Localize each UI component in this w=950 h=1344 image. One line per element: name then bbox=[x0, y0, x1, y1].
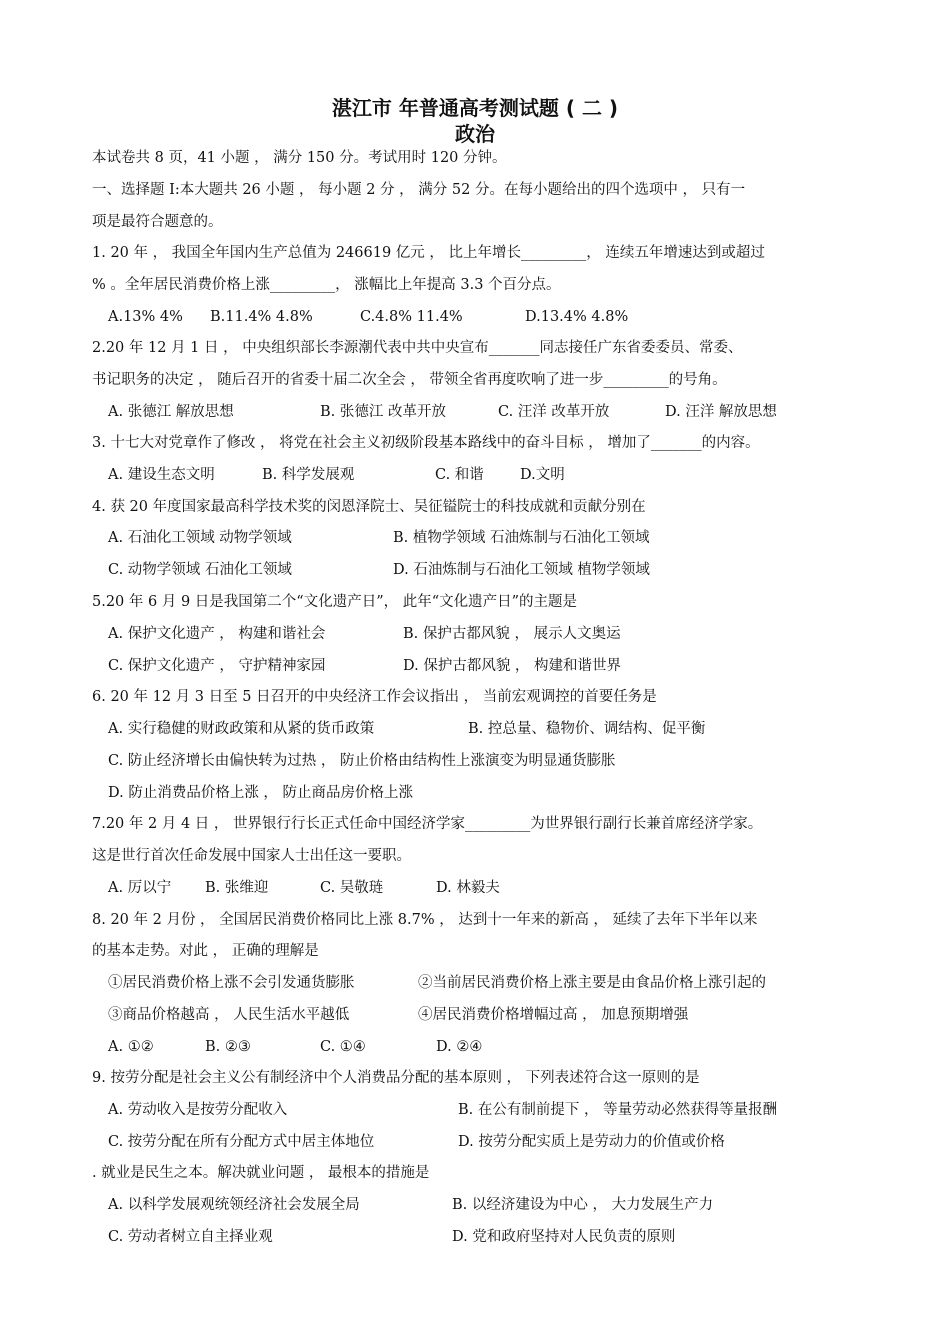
question-9-option-d: D. 按劳分配实质上是劳动力的价值或价格 bbox=[458, 1134, 725, 1150]
question-5-option-a: A. 保护文化遗产 ， 构建和谐社会 bbox=[108, 626, 326, 642]
question-7-option-c: C. 吴敬琏 bbox=[320, 880, 384, 896]
question-2-option-a: A. 张德江 解放思想 bbox=[108, 404, 234, 420]
question-4-option-b: B. 植物学领域 石油炼制与石油化工领域 bbox=[393, 530, 650, 546]
question-10-option-c: C. 劳动者树立自主择业观 bbox=[108, 1229, 273, 1245]
question-8-statement-1: ①居民消费价格上涨不会引发通货膨胀 bbox=[108, 975, 355, 991]
question-4-option-d: D. 石油炼制与石油化工领域 植物学领域 bbox=[393, 562, 650, 578]
section-instruction: 一、选择题 I:本大题共 26 小题 ， 每小题 2 分 ， 满分 52 分。在每小题给出的四个选项中 ， 只有一 bbox=[92, 182, 746, 198]
question-4-option-a: A. 石油化工领域 动物学领域 bbox=[108, 530, 292, 546]
question-6-option-d: D. 防止消费品价格上涨 ， 防止商品房价格上涨 bbox=[108, 785, 414, 801]
question-2-option-b: B. 张德江 改革开放 bbox=[320, 404, 446, 420]
section-instruction-cont: 项是最符合题意的。 bbox=[92, 214, 223, 230]
question-6-text: 6. 20 年 12 月 3 日至 5 日召开的中央经济工作会议指出 ， 当前宏观调控的首要任务是 bbox=[92, 689, 657, 705]
question-8-option-a: A. ①② bbox=[108, 1039, 154, 1055]
question-8-option-b: B. ②③ bbox=[205, 1039, 251, 1055]
exam-intro: 本试卷共 8 页，41 小题 ， 满分 150 分。考试用时 120 分钟。 bbox=[92, 150, 507, 166]
question-5-option-b: B. 保护古都风貌 ， 展示人文奥运 bbox=[403, 626, 621, 642]
question-10-option-a: A. 以科学发展观统领经济社会发展全局 bbox=[108, 1197, 360, 1213]
question-2-text-cont: 书记职务的决定 ， 随后召开的省委十届二次全会 ， 带领全省再度吹响了进一步_________的号角。 bbox=[92, 372, 727, 388]
question-4-text: 4. 获 20 年度国家最高科学技术奖的闵恩泽院士、吴征镒院士的科技成就和贡献分别在 bbox=[92, 499, 646, 515]
question-1-option-a: A.13% 4% bbox=[108, 309, 183, 325]
question-8-text: 8. 20 年 2 月份 ， 全国居民消费价格同比上涨 8.7% ， 达到十一年来的新高 ， 延续了去年下半年以来 bbox=[92, 912, 758, 928]
question-7-option-b: B. 张维迎 bbox=[205, 880, 269, 896]
question-10-text: . 就业是民生之本。解决就业问题 ， 最根本的措施是 bbox=[92, 1165, 430, 1181]
question-8-option-d: D. ②④ bbox=[436, 1039, 483, 1055]
question-1-option-c: C.4.8% 11.4% bbox=[360, 309, 463, 325]
question-3-option-a: A. 建设生态文明 bbox=[108, 467, 215, 483]
question-10-option-b: B. 以经济建设为中心 ， 大力发展生产力 bbox=[452, 1197, 714, 1213]
question-9-option-b: B. 在公有制前提下 ， 等量劳动必然获得等量报酬 bbox=[458, 1102, 778, 1118]
question-5-text: 5.20 年 6 月 9 日是我国第二个“文化遗产日”， 此年“文化遗产日”的主题是 bbox=[92, 594, 578, 610]
question-4-option-c: C. 动物学领域 石油化工领域 bbox=[108, 562, 292, 578]
question-9-option-a: A. 劳动收入是按劳分配收入 bbox=[108, 1102, 288, 1118]
question-1-text: 1. 20 年 ， 我国全年国内生产总值为 246619 亿元 ， 比上年增长_________， 连续五年增速达到或超过 bbox=[92, 245, 765, 261]
question-9-text: 9. 按劳分配是社会主义公有制经济中个人消费品分配的基本原则 ， 下列表述符合这一原则的是 bbox=[92, 1070, 700, 1086]
question-1-option-d: D.13.4% 4.8% bbox=[525, 309, 629, 325]
question-5-option-d: D. 保护古都风貌 ， 构建和谐世界 bbox=[403, 658, 622, 674]
question-10-option-d: D. 党和政府坚持对人民负责的原则 bbox=[452, 1229, 676, 1245]
question-3-option-d: D.文明 bbox=[520, 467, 565, 483]
question-8-statement-3: ③商品价格越高 ， 人民生活水平越低 bbox=[108, 1007, 350, 1023]
question-7-option-a: A. 厉以宁 bbox=[108, 880, 172, 896]
question-8-statement-4: ④居民消费价格增幅过高 ， 加息预期增强 bbox=[418, 1007, 689, 1023]
question-7-text: 7.20 年 2 月 4 日 ， 世界银行行长正式任命中国经济学家_________为世界银行副行长兼首席经济学家。 bbox=[92, 816, 763, 832]
question-3-option-c: C. 和谐 bbox=[435, 467, 484, 483]
question-2-option-d: D. 汪洋 解放思想 bbox=[665, 404, 777, 420]
question-9-option-c: C. 按劳分配在所有分配方式中居主体地位 bbox=[108, 1134, 375, 1150]
question-1-text-cont: % 。全年居民消费价格上涨_________， 涨幅比上年提高 3.3 个百分点。 bbox=[92, 277, 561, 293]
question-1-option-b: B.11.4% 4.8% bbox=[210, 309, 313, 325]
question-3-option-b: B. 科学发展观 bbox=[262, 467, 355, 483]
exam-title: 湛江市 年普通高考测试题 ( 二 ) bbox=[331, 96, 619, 120]
question-6-option-a: A. 实行稳健的财政政策和从紧的货币政策 bbox=[108, 721, 375, 737]
question-6-option-b: B. 控总量、稳物价、调结构、促平衡 bbox=[468, 721, 706, 737]
question-8-statement-2: ②当前居民消费价格上涨主要是由食品价格上涨引起的 bbox=[418, 975, 766, 991]
question-3-text: 3. 十七大对党章作了修改 ， 将党在社会主义初级阶段基本路线中的奋斗目标 ， 增加了_______的内容。 bbox=[92, 435, 760, 451]
question-2-option-c: C. 汪洋 改革开放 bbox=[498, 404, 610, 420]
question-6-option-c: C. 防止经济增长由偏快转为过热 ， 防止价格由结构性上涨演变为明显通货膨胀 bbox=[108, 753, 616, 769]
question-7-text-cont: 这是世行首次任命发展中国家人士出任这一要职。 bbox=[92, 848, 411, 864]
subject-title: 政治 bbox=[455, 122, 495, 146]
question-5-option-c: C. 保护文化遗产 ， 守护精神家园 bbox=[108, 658, 326, 674]
question-7-option-d: D. 林毅夫 bbox=[436, 880, 500, 896]
question-2-text: 2.20 年 12 月 1 日 ， 中央组织部长李源潮代表中共中央宣布_______同志接任广东省委委员、常委、 bbox=[92, 340, 743, 356]
question-8-option-c: C. ①④ bbox=[320, 1039, 366, 1055]
question-8-text-cont: 的基本走势。对此 ， 正确的理解是 bbox=[92, 943, 319, 959]
